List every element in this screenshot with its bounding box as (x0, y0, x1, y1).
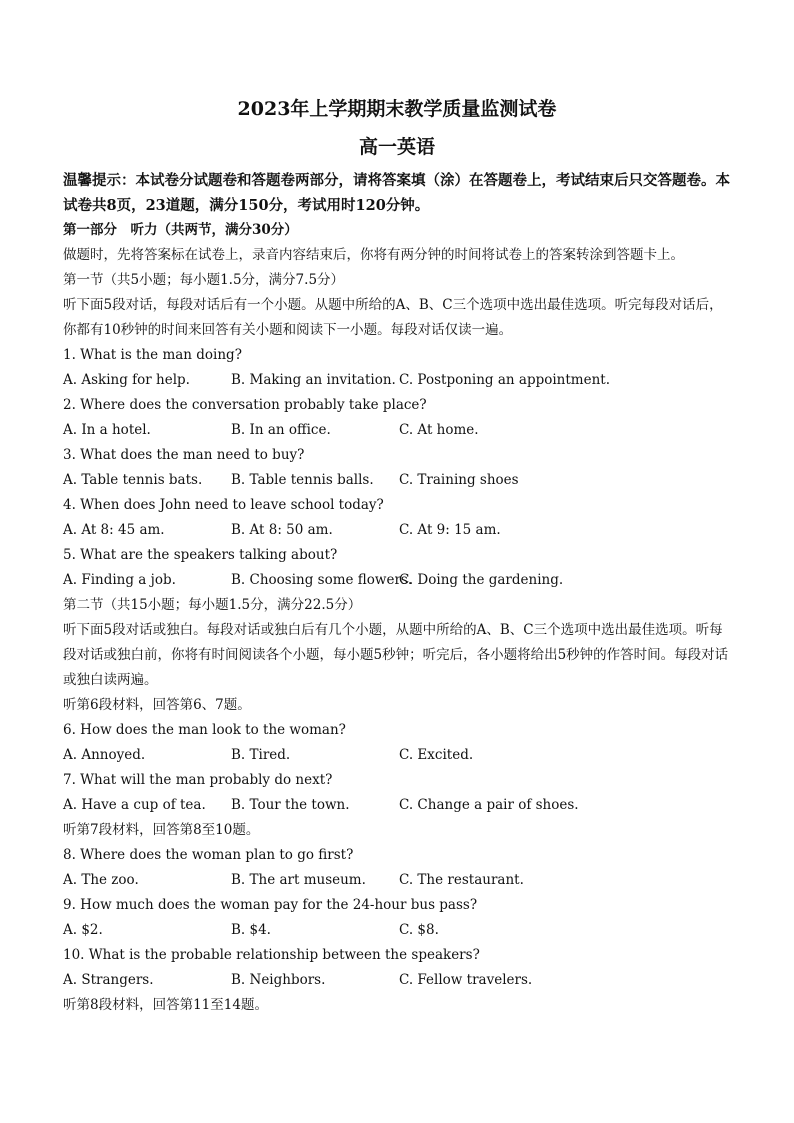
exam-subject: 高一英语 (358, 136, 435, 158)
question-5-stem: 5. What are the speakers talking about? (63, 547, 338, 563)
question-6-option-a[interactable]: A. Annoyed. (63, 747, 146, 763)
question-1-option-b[interactable]: B. Making an invitation. (231, 372, 396, 388)
question-3-option-c[interactable]: C. Training shoes (399, 472, 519, 488)
question-10-option-a[interactable]: A. Strangers. (63, 972, 154, 988)
question-7-option-c[interactable]: C. Change a pair of shoes. (399, 797, 579, 813)
part1-instructions: 做题时，先将答案标在试卷上，录音内容结束后，你将有两分钟的时间将试卷上的答案转涂到答题卡上。 (63, 247, 684, 263)
question-9-stem: 9. How much does the woman pay for the 24-hour bus pass? (63, 897, 478, 913)
exam-tip: 温馨提示：本试卷分试题卷和答题卷两部分，请将答案填（涂）在答题卷上，考试结束后只交答题卷。本试卷共8页，23道题，满分150分，考试用时120分钟。 (63, 172, 730, 214)
question-7-options (63, 793, 731, 818)
question-6-options (63, 743, 731, 768)
question-8-option-c[interactable]: C. The restaurant. (399, 872, 524, 888)
question-4-option-c[interactable]: C. At 9: 15 am. (399, 522, 501, 538)
question-6-option-b[interactable]: B. Tired. (231, 747, 291, 763)
section1-instructions: 听下面5段对话，每段对话后有一个小题。从题中所给的A、B、C三个选项中选出最佳选项。听完每段对话后，你都有10秒钟的时间来回答有关小题和阅读下一小题。每段对话仅读一遍。 (63, 297, 723, 338)
question-6-option-c[interactable]: C. Excited. (399, 747, 474, 763)
question-9-option-c[interactable]: C. $8. (399, 922, 439, 938)
material-8-note: 听第8段材料，回答第11至14题。 (63, 997, 268, 1013)
material-6-note: 听第6段材料，回答第6、7题。 (63, 697, 251, 713)
question-3-option-b[interactable]: B. Table tennis balls. (231, 472, 374, 488)
question-8-stem: 8. Where does the woman plan to go first? (63, 847, 354, 863)
question-2-option-b[interactable]: B. In an office. (231, 422, 331, 438)
part1-heading: 第一部分 听力（共两节，满分30分） (63, 222, 298, 238)
question-3-stem: 3. What does the man need to buy? (63, 447, 305, 463)
question-10-stem: 10. What is the probable relationship between the speakers? (63, 947, 480, 963)
question-7-option-b[interactable]: B. Tour the town. (231, 797, 350, 813)
question-7-option-a[interactable]: A. Have a cup of tea. (63, 797, 206, 813)
question-1-option-a[interactable]: A. Asking for help. (63, 372, 190, 388)
question-9-option-b[interactable]: B. $4. (231, 922, 271, 938)
question-10-options (63, 968, 731, 993)
question-4-option-b[interactable]: B. At 8: 50 am. (231, 522, 333, 538)
question-8-option-b[interactable]: B. The art museum. (231, 872, 366, 888)
question-2-stem: 2. Where does the conversation probably take place? (63, 397, 427, 413)
exam-page (63, 96, 731, 1018)
question-3-option-a[interactable]: A. Table tennis bats. (63, 472, 203, 488)
question-3-options (63, 468, 731, 493)
question-1-options (63, 368, 731, 393)
question-4-options (63, 518, 731, 543)
material-7-note: 听第7段材料，回答第8至10题。 (63, 822, 260, 838)
question-8-options (63, 868, 731, 893)
question-5-options (63, 568, 731, 593)
question-9-option-a[interactable]: A. $2. (63, 922, 103, 938)
section2-instructions: 听下面5段对话或独白。每段对话或独白后有几个小题，从题中所给的A、B、C三个选项中选出最佳选项。听每段对话或独白前，你将有时间阅读各个小题，每小题5秒钟；听完后，各小题将给出5秒钟的作答时间。每段对话或独白读两遍。 (63, 622, 729, 688)
section2-heading: 第二节（共15小题；每小题1.5分，满分22.5分） (63, 597, 362, 613)
question-1-stem: 1. What is the man doing? (63, 347, 242, 363)
question-5-option-c[interactable]: C. Doing the gardening. (399, 572, 564, 588)
exam-title: 2023年上学期期末教学质量监测试卷 (237, 98, 557, 120)
question-2-options (63, 418, 731, 443)
question-4-stem: 4. When does John need to leave school today? (63, 497, 384, 513)
question-7-stem: 7. What will the man probably do next? (63, 772, 333, 788)
question-8-option-a[interactable]: A. The zoo. (63, 872, 139, 888)
question-2-option-c[interactable]: C. At home. (399, 422, 479, 438)
question-5-option-b[interactable]: B. Choosing some flowers. (231, 572, 413, 588)
question-2-option-a[interactable]: A. In a hotel. (63, 422, 151, 438)
question-10-option-b[interactable]: B. Neighbors. (231, 972, 326, 988)
question-1-option-c[interactable]: C. Postponing an appointment. (399, 372, 610, 388)
section1-heading: 第一节（共5小题；每小题1.5分，满分7.5分） (63, 272, 345, 288)
question-5-option-a[interactable]: A. Finding a job. (63, 572, 176, 588)
question-10-option-c[interactable]: C. Fellow travelers. (399, 972, 533, 988)
question-4-option-a[interactable]: A. At 8: 45 am. (63, 522, 165, 538)
question-9-options (63, 918, 731, 943)
question-6-stem: 6. How does the man look to the woman? (63, 722, 346, 738)
